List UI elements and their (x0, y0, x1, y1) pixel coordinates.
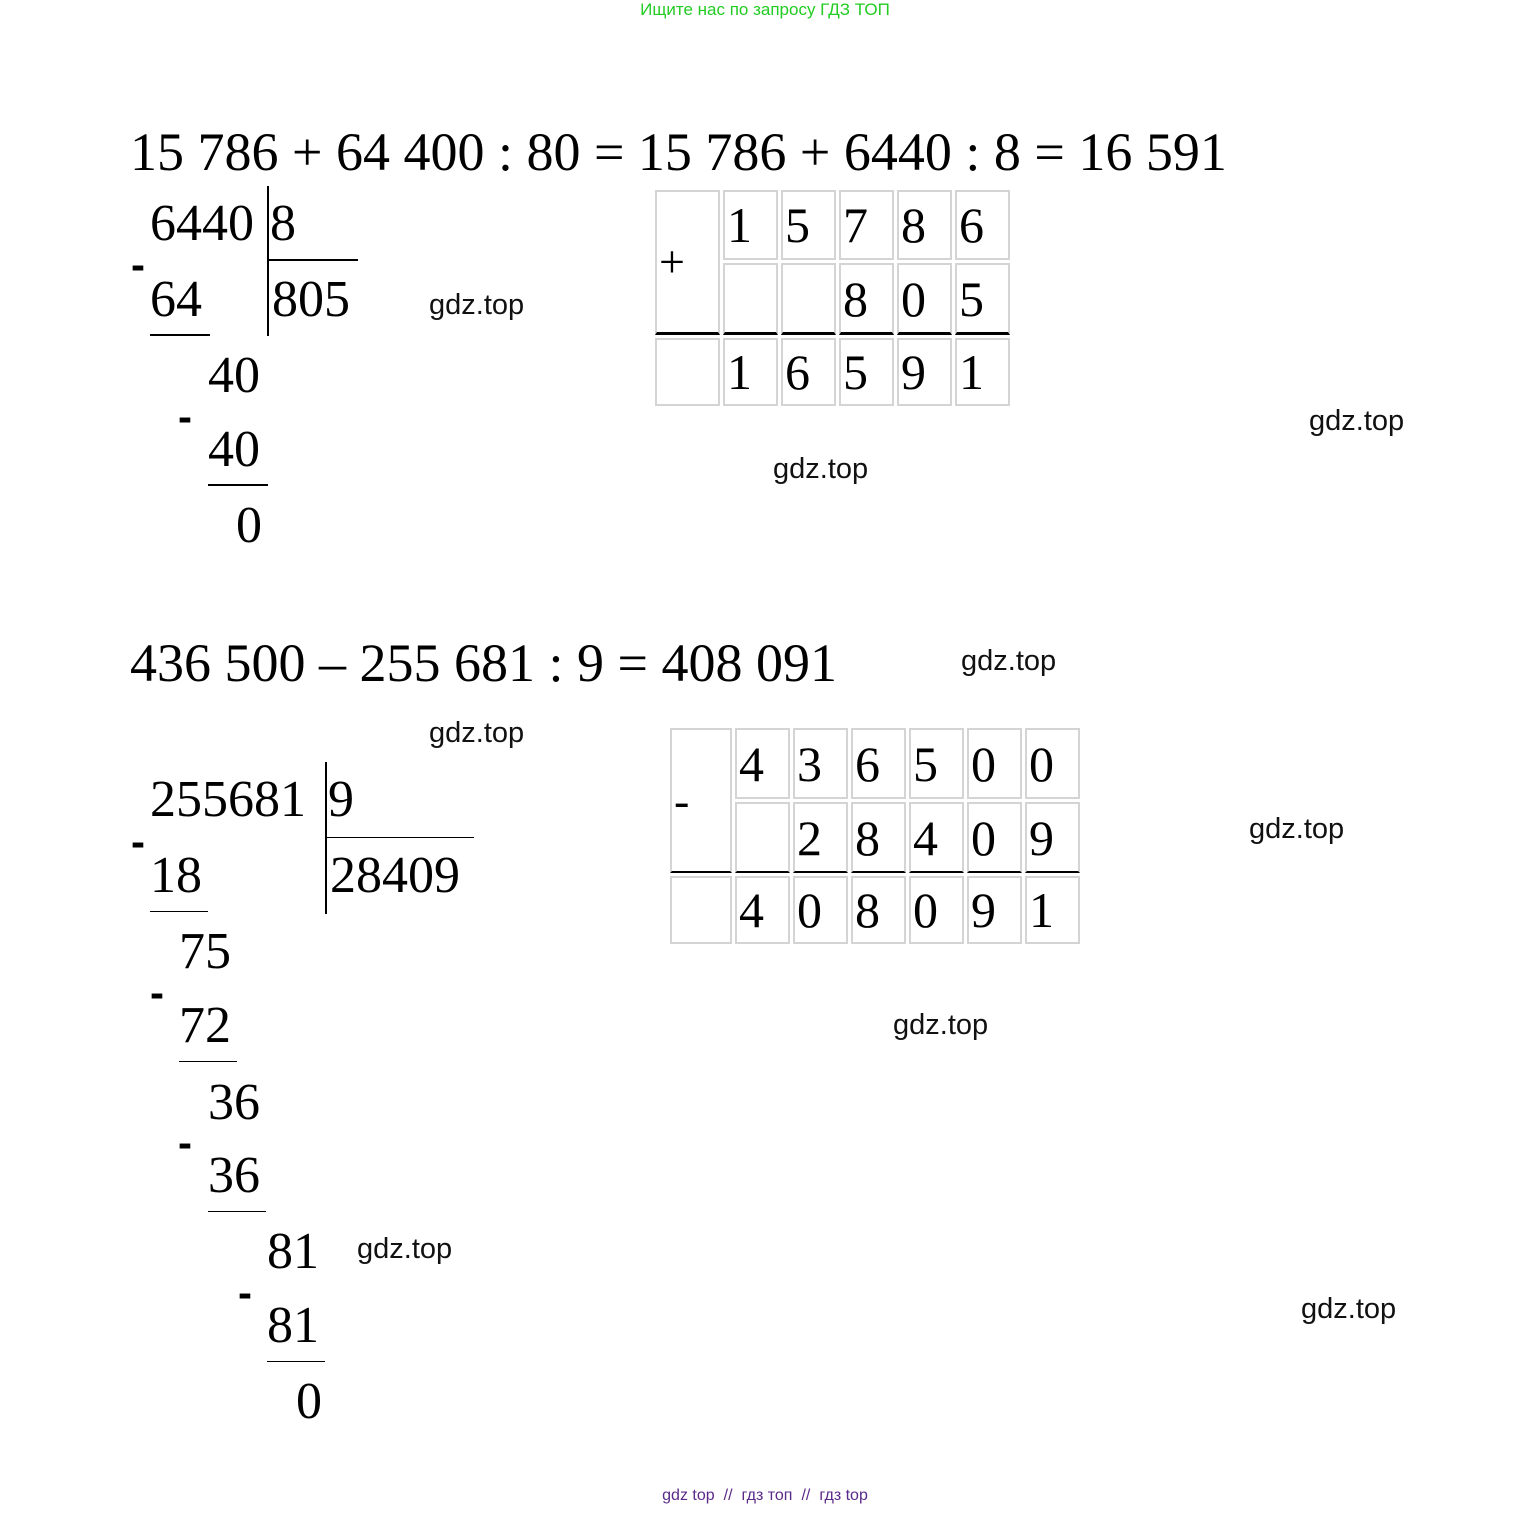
digit-cell: 8 (851, 802, 906, 873)
dividend: 255681 (150, 771, 306, 828)
final-remainder: 0 (296, 1373, 322, 1430)
result-digit-cell: 1 (723, 338, 778, 406)
digit-cell: 0 (967, 728, 1022, 799)
step-remainder: 81 (267, 1223, 319, 1280)
minus-sign: - (178, 1119, 192, 1166)
result-digit-cell: 1 (1025, 876, 1080, 944)
result-digit-cell: 0 (909, 876, 964, 944)
digit-cell (781, 263, 836, 335)
division-bracket-vertical (325, 762, 327, 914)
watermark: gdz.top (1249, 813, 1345, 845)
digit-cell: 7 (839, 190, 894, 260)
step-subtrahend: 72 (179, 997, 231, 1054)
result-digit-cell: 4 (735, 876, 790, 944)
minus-sign: - (131, 241, 145, 288)
digit-cell: 6 (851, 728, 906, 799)
footer-separator: // (801, 1487, 811, 1504)
top-banner: Ищите нас по запросу ГДЗ ТОП (640, 0, 890, 19)
watermark: gdz.top (961, 645, 1057, 677)
digit-cell: 6 (955, 190, 1010, 260)
digit-cell: 1 (723, 190, 778, 260)
result-digit-cell: 1 (955, 338, 1010, 406)
result-digit-cell: 5 (839, 338, 894, 406)
step-subtrahend: 18 (150, 847, 202, 904)
plus-sign: + (655, 190, 720, 335)
digit-cell: 8 (897, 190, 952, 260)
result-digit-cell: 9 (967, 876, 1022, 944)
step-remainder: 40 (208, 347, 260, 404)
watermark: gdz.top (429, 717, 525, 749)
minus-sign: - (178, 393, 192, 440)
watermark: gdz.top (1309, 405, 1405, 437)
quotient: 805 (272, 271, 350, 328)
digit-cell: 4 (735, 728, 790, 799)
watermark: gdz.top (893, 1009, 989, 1041)
digit-cell (735, 802, 790, 873)
watermark: gdz.top (429, 289, 525, 321)
digit-cell: 9 (1025, 802, 1080, 873)
equation-1: 15 786 + 64 400 : 80 = 15 786 + 6440 : 8 = 16 591 (130, 122, 1227, 182)
step-underline (150, 334, 210, 336)
digit-cell: 0 (897, 263, 952, 335)
digit-cell: 5 (955, 263, 1010, 335)
step-subtrahend: 81 (267, 1297, 319, 1354)
divisor: 8 (270, 195, 296, 252)
digit-cell: 0 (967, 802, 1022, 873)
final-remainder: 0 (236, 497, 262, 554)
footer-link[interactable]: гдз top (819, 1487, 868, 1504)
step-remainder: 36 (208, 1074, 260, 1131)
digit-cell: 0 (1025, 728, 1080, 799)
step-underline (179, 1061, 237, 1062)
division-bracket-horizontal (326, 837, 474, 838)
column-addition (652, 187, 1013, 409)
result-digit-cell: 9 (897, 338, 952, 406)
watermark: gdz.top (773, 453, 869, 485)
step-underline (208, 1211, 266, 1212)
watermark: gdz.top (1301, 1293, 1397, 1325)
step-underline (208, 484, 268, 486)
result-digit-cell: 8 (851, 876, 906, 944)
digit-cell: 4 (909, 802, 964, 873)
minus-sign: - (238, 1269, 252, 1316)
footer-link[interactable]: гдз топ (741, 1487, 793, 1504)
result-digit-cell: 0 (793, 876, 848, 944)
empty-cell (670, 876, 732, 944)
digit-cell: 3 (793, 728, 848, 799)
result-digit-cell: 6 (781, 338, 836, 406)
empty-cell (655, 338, 720, 406)
digit-cell: 8 (839, 263, 894, 335)
step-subtrahend: 36 (208, 1147, 260, 1204)
division-bracket-horizontal (268, 259, 358, 261)
minus-sign: - (131, 818, 145, 865)
divisor: 9 (328, 771, 354, 828)
step-subtrahend: 40 (208, 421, 260, 478)
column-subtraction (667, 725, 1083, 947)
footer-separator: // (723, 1487, 733, 1504)
watermark: gdz.top (357, 1233, 453, 1265)
minus-sign: - (670, 728, 732, 873)
step-underline (267, 1361, 325, 1362)
footer-links (0, 1487, 1530, 1505)
minus-sign: - (150, 969, 164, 1016)
digit-cell: 2 (793, 802, 848, 873)
equation-2: 436 500 – 255 681 : 9 = 408 091 (130, 633, 837, 693)
digit-cell: 5 (781, 190, 836, 260)
footer-link[interactable]: gdz top (662, 1487, 715, 1504)
step-subtrahend: 64 (150, 271, 202, 328)
digit-cell: 5 (909, 728, 964, 799)
step-remainder: 75 (179, 923, 231, 980)
quotient: 28409 (330, 847, 460, 904)
division-bracket-vertical (267, 186, 269, 336)
digit-cell (723, 263, 778, 335)
step-underline (150, 911, 208, 912)
dividend: 6440 (150, 195, 254, 252)
